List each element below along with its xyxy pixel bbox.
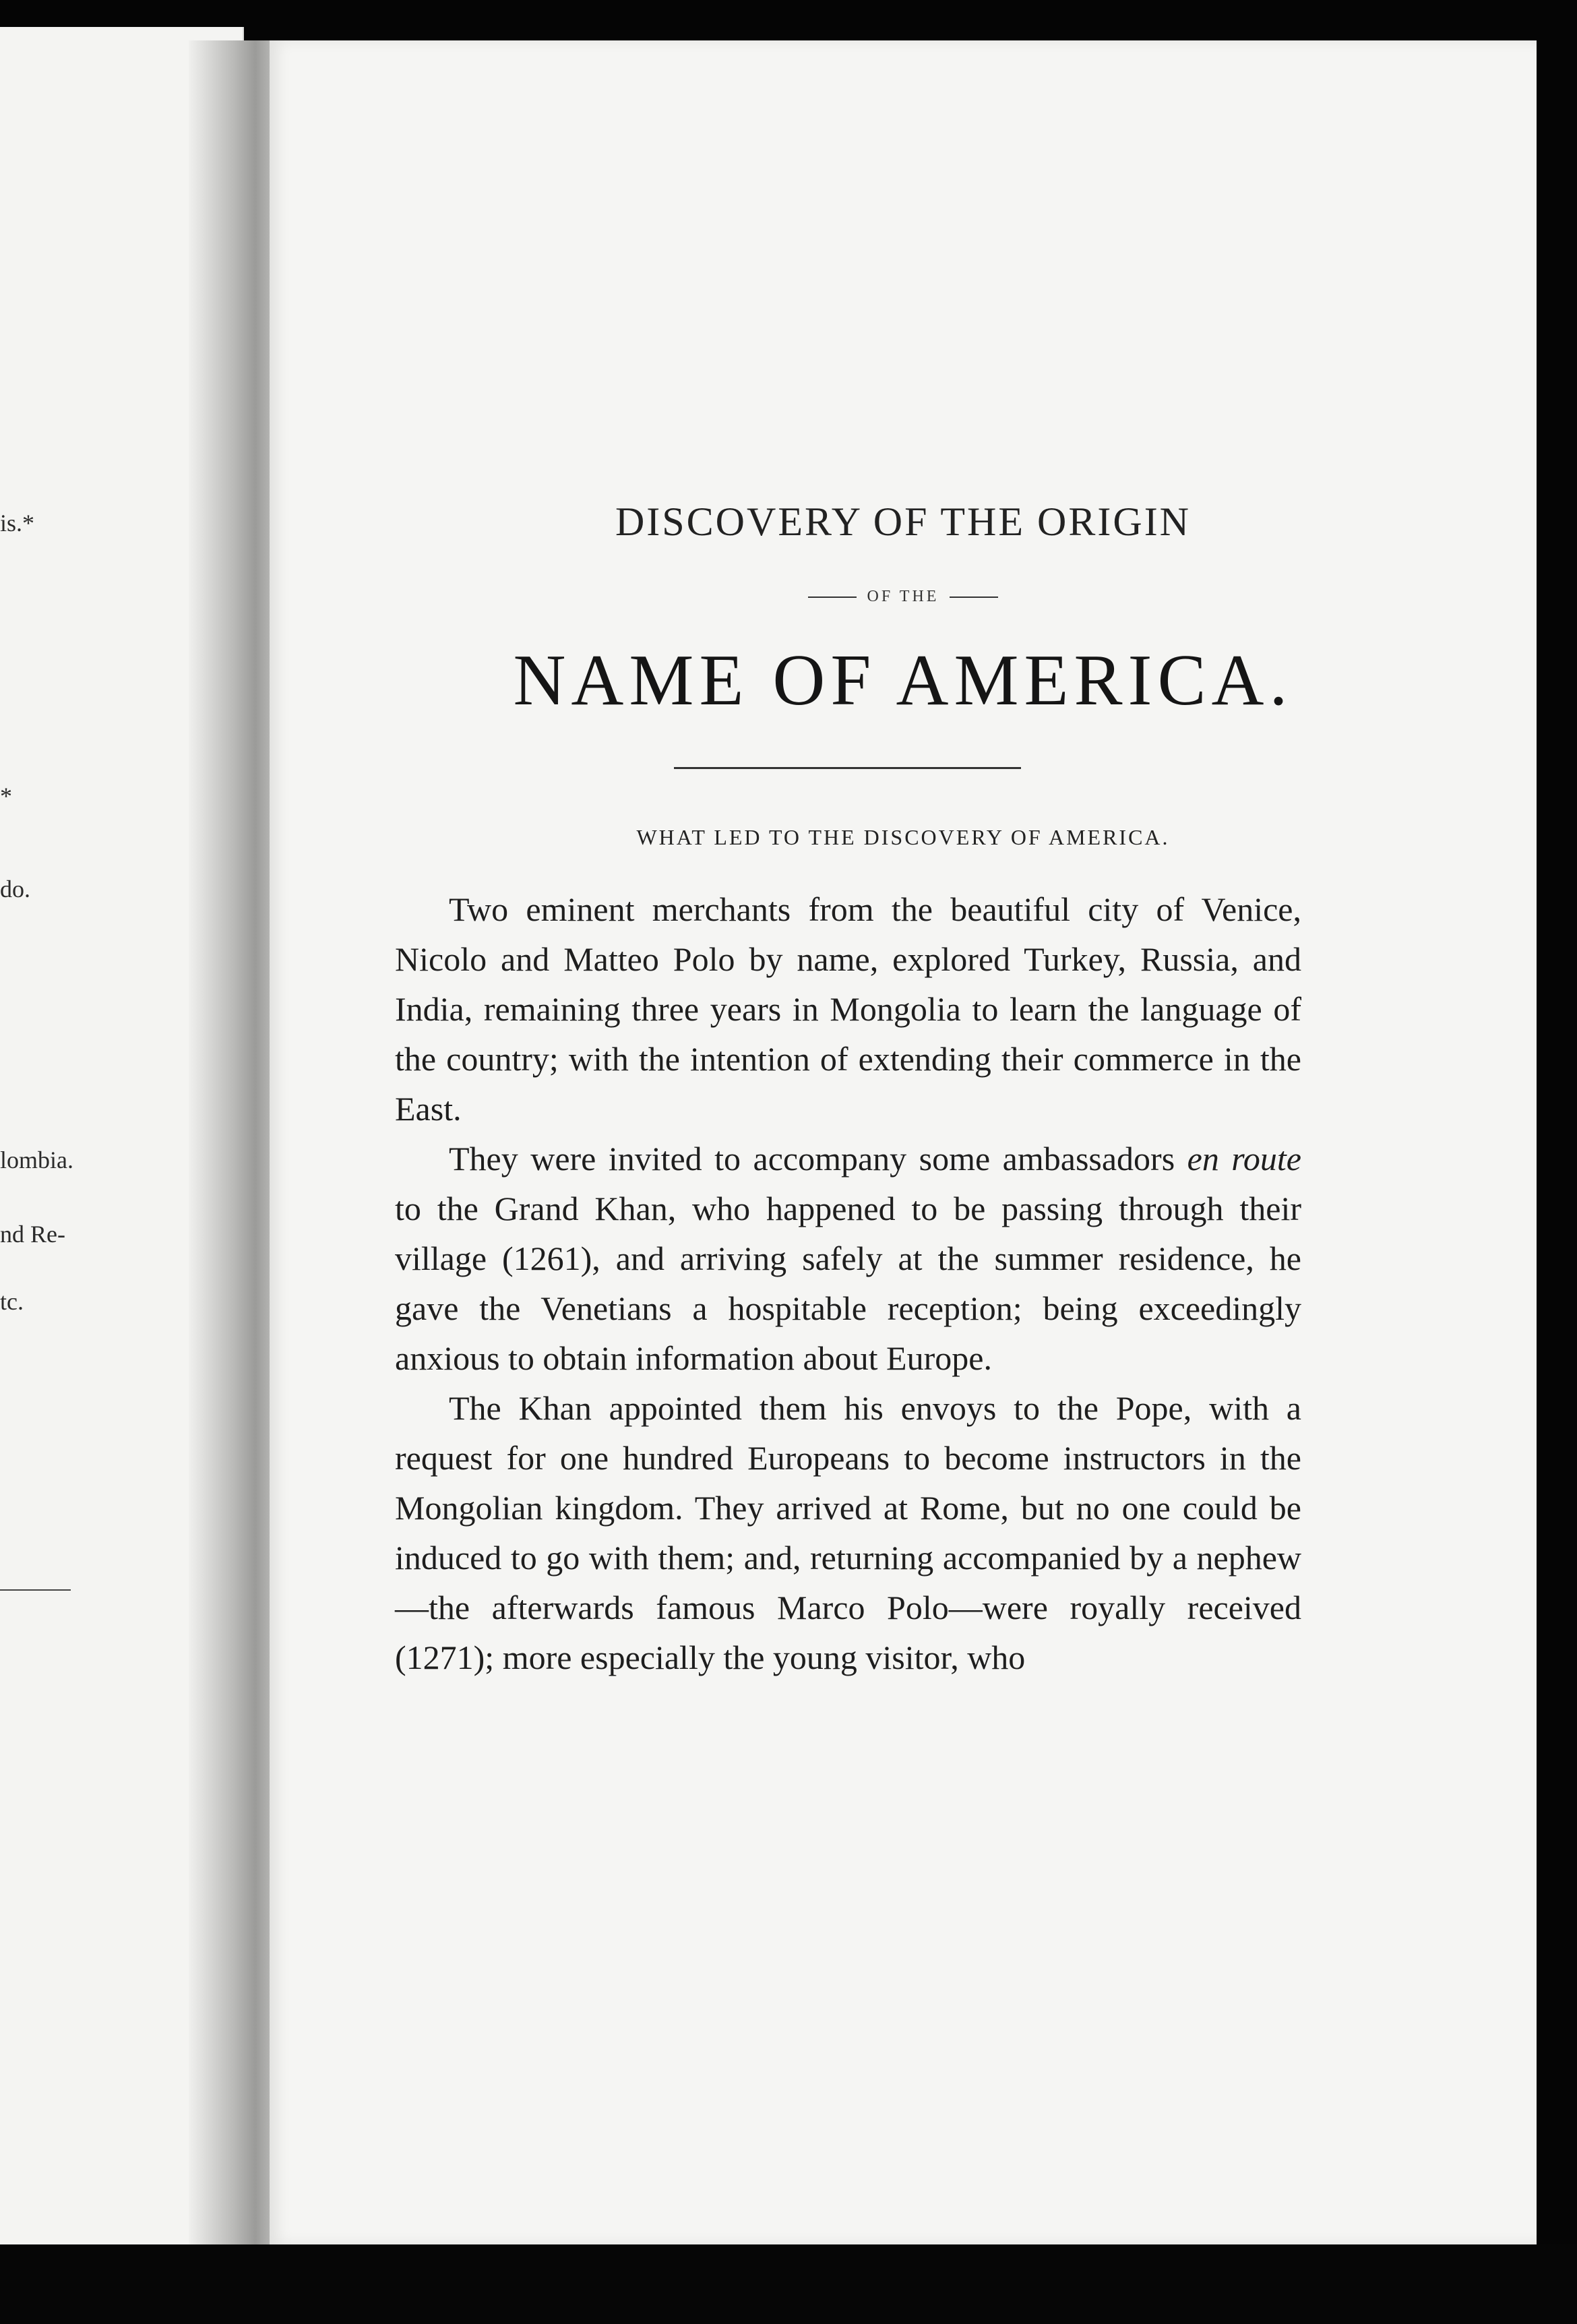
paragraph-2	[395, 1134, 1301, 1383]
page-title-connector	[270, 588, 1537, 606]
left-fragment-6: tc.	[0, 1288, 24, 1315]
left-fragment-4: lombia.	[0, 1146, 73, 1173]
left-fragment-2: *	[0, 783, 12, 809]
scan-bottom-edge	[0, 2244, 1577, 2324]
connector-text: OF THE	[867, 588, 939, 605]
right-page	[270, 40, 1537, 2244]
paragraph-2-part-2: to the Grand Khan, who happened to be passing through their village (1261), and arriving safely at the summer residence, he gave the Venetians a hospitable reception; being exceedingly anxious to obtain information about Europe.	[395, 1190, 1301, 1377]
page-title-line1: DISCOVERY OF THE ORIGIN	[615, 499, 1192, 544]
connector-dash-left	[808, 597, 857, 598]
left-page-rule	[0, 1589, 71, 1591]
body-text	[395, 884, 1301, 1682]
connector-dash-right	[950, 597, 998, 598]
left-fragment-3: do.	[0, 876, 30, 903]
paragraph-2-italic: en route	[1187, 1140, 1301, 1178]
section-heading: WHAT LED TO THE DISCOVERY OF AMERICA.	[636, 825, 1170, 849]
paragraph-2-part-1: They were invited to accompany some ambassadors	[449, 1140, 1187, 1178]
title-divider	[674, 767, 1021, 769]
paragraph-3: The Khan appointed them his envoys to the Pope, with a request for one hundred Europeans to become instructors in the Mongolian kingdom. They arrived at Rome, but no one could be induced to go with them; and, returning accompanied by a nephew—the afterwards famous Marco Polo—were royally received (1271); more especially the young visitor, who	[395, 1389, 1301, 1676]
left-fragment-5: nd Re-	[0, 1221, 65, 1248]
page-title-line2: NAME OF AMERICA.	[513, 640, 1293, 721]
left-fragment-1: is.*	[0, 510, 35, 537]
paragraph-1: Two eminent merchants from the beautiful city of Venice, Nicolo and Matteo Polo by name, explored Turkey, Russia, and India, remaining three years in Mongolia to learn the language of the country; with the intention of extending their commerce in the East.	[395, 890, 1301, 1128]
